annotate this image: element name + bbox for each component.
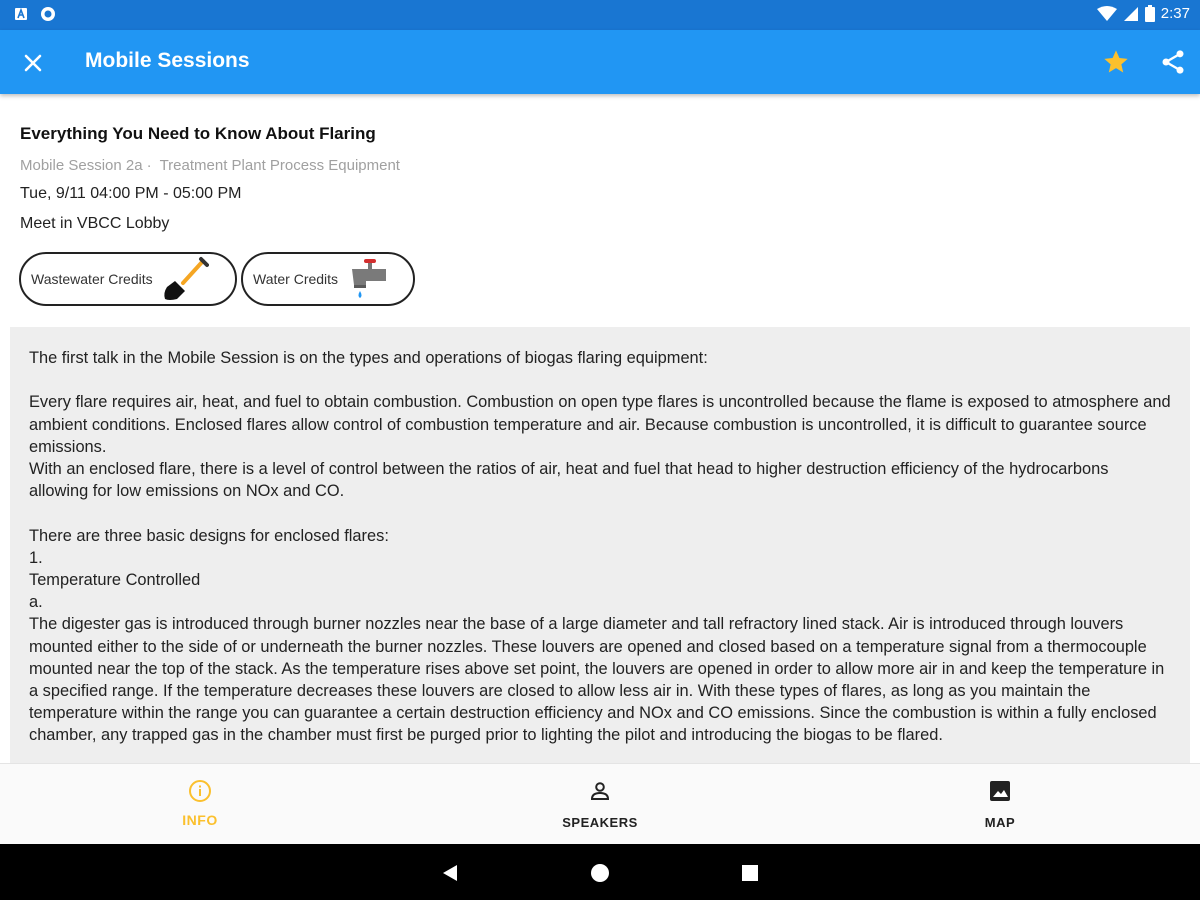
favorite-star-icon[interactable]: [1102, 48, 1130, 76]
description-paragraph: Every flare requires air, heat, and fuel to obtain combustion. Combustion on open type flares is uncontrolled because the flame is exposed to atmosphere and ambient conditions. Enclosed flares allow control of combustion temperature and air. Because combustion is uncontrolled, it is difficult to guarantee source emissions.: [29, 393, 1171, 456]
session-track: Treatment Plant Process Equipment: [159, 157, 400, 174]
tab-info[interactable]: [100, 764, 300, 845]
session-header: [20, 120, 1180, 233]
app-bar: [0, 30, 1200, 94]
home-icon[interactable]: [590, 863, 610, 883]
recents-icon[interactable]: [741, 864, 759, 882]
back-icon[interactable]: [440, 863, 460, 883]
tab-map[interactable]: [900, 764, 1100, 845]
info-icon: [188, 779, 212, 803]
page-title: Mobile Sessions: [85, 49, 250, 72]
description-paragraph: The first talk in the Mobile Session is on the types and operations of biogas flaring equipment:: [29, 349, 708, 367]
description-paragraph: Temperature Controlled: [29, 571, 201, 589]
description-paragraph: 1.: [29, 548, 43, 567]
session-subtitle: [20, 157, 1180, 174]
share-icon[interactable]: [1159, 48, 1187, 76]
faucet-icon: [346, 255, 390, 303]
bottom-navigation: [0, 763, 1200, 845]
tab-speakers-label: SPEAKERS: [562, 815, 638, 830]
session-location: Meet in VBCC Lobby: [20, 215, 170, 232]
description-paragraph: With an enclosed flare, there is a level of control between the ratios of air, heat and fuel that head to higher destruction efficiency of the hydrocarbons allowing for low emissions on NOx and CO.: [29, 460, 1109, 501]
tab-speakers[interactable]: [500, 764, 700, 845]
session-time: Tue, 9/11 04:00 PM - 05:00 PM: [20, 185, 242, 202]
session-description: [10, 327, 1190, 763]
status-bar: [0, 0, 1200, 30]
battery-icon: [1145, 5, 1155, 22]
wifi-icon: [1097, 6, 1117, 22]
system-navigation-bar: [0, 844, 1200, 900]
sync-notification-icon: [40, 6, 56, 22]
subtitle-separator: ·: [146, 157, 152, 174]
credit-chips: [19, 252, 415, 306]
chip-label: Water Credits: [253, 271, 339, 287]
person-icon: [588, 779, 612, 803]
water-credits-chip[interactable]: [241, 252, 415, 306]
description-paragraph: The digester gas is introduced through burner nozzles near the base of a large diameter and tall refractory lined stack. Air is introduced through louvers mounted either to the side of or underneath the burner nozzles. These louvers are opened and closed based on a temperature signal from a thermocouple mounted near the top of the stack. As the temperature rises above set point, the louvers are opened in order to allow more air in and keep the temperature in a specified range. If the temperature decreases these louvers are closed to allow less air in. With these types of flares, as long as you maintain the temperature within the range you can guarantee a certain destruction efficiency and NOx and CO emissions. Since the combustion is within a fully enclosed chamber, any trapped gas in the chamber must first be purged prior to lighting the pilot and introducing the biogas to be flared.: [29, 615, 1165, 745]
status-time: 2:37: [1160, 5, 1190, 22]
tab-info-label: INFO: [182, 812, 218, 828]
app-notification-icon: [14, 7, 28, 21]
close-icon[interactable]: [20, 50, 46, 76]
description-paragraph: a.: [29, 593, 43, 612]
cell-signal-icon: [1123, 6, 1139, 22]
description-paragraph: There are three basic designs for enclosed flares:: [29, 526, 389, 545]
session-title: Everything You Need to Know About Flaring: [20, 124, 376, 143]
session-name: Mobile Session 2a: [20, 157, 143, 174]
tab-map-label: MAP: [984, 815, 1016, 830]
image-icon: [988, 779, 1012, 803]
chip-label: Wastewater Credits: [31, 271, 153, 287]
shovel-icon: [161, 255, 209, 303]
wastewater-credits-chip[interactable]: [19, 252, 237, 306]
